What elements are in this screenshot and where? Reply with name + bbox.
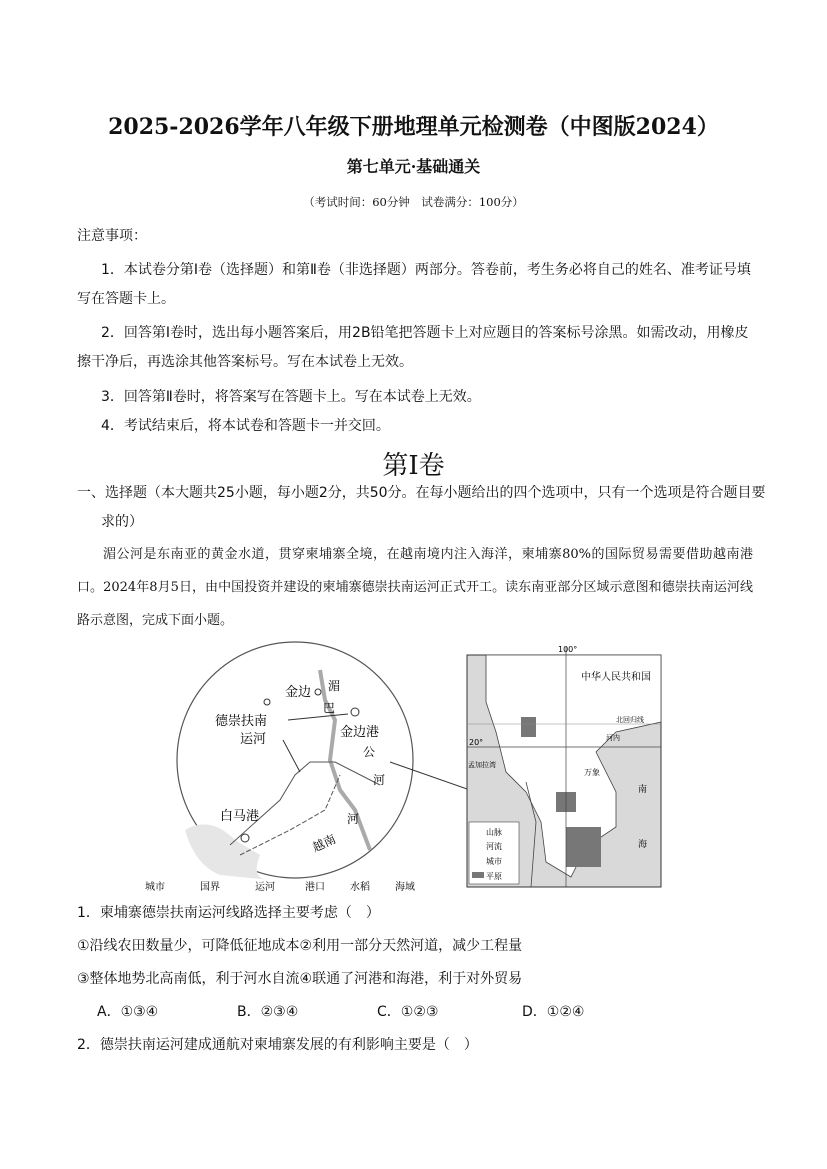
label-hanoi: 河内: [606, 734, 620, 742]
canal-route-map: [140, 640, 470, 900]
legend-item: 山脉: [486, 828, 502, 837]
label-jinbian: 金边: [285, 685, 312, 700]
label-baima-port: 白马港: [220, 809, 260, 824]
label-latitude: 20°: [469, 738, 484, 747]
label: 南: [638, 785, 648, 795]
label: 巴: [323, 701, 336, 715]
label-china: 中华人民共和国: [581, 672, 651, 683]
notice-item: 2．回答第Ⅰ卷时，选出每小题答案后，用2B铅笔把答题卡上对应题目的答案标号涂黑。如需改动，用橡皮擦干净后，再选涂其他答案标号。写在本试卷上无效。: [77, 325, 749, 370]
notice-item: 1．本试卷分第Ⅰ卷（选择题）和第Ⅱ卷（非选择题）两部分。答卷前，考生务必将自己的姓名、准考证号填写在答题卡上。: [77, 262, 751, 307]
label-bengal-bay: 孟加拉湾: [468, 761, 496, 769]
label-tropic: 北回归线: [616, 716, 644, 724]
option-b[interactable]: B．②③④: [237, 1004, 299, 1020]
legend-item: 城市: [145, 882, 165, 893]
reading-passage: 湄公河是东南亚的黄金水道，贯穿柬埔寨全境，在越南境内注入海洋，柬埔寨80%的国际贸易需要借助越南港口。2024年8月5日，由中国投资并建设的柬埔寨德崇扶南运河正式开工。读东南亚部分区域示意图和德崇扶南运河线路示意图，完成下面小题。: [77, 547, 753, 628]
question-1-statement: ③整体地势北高南低，利于河水自流④联通了河港和海港，利于对外贸易: [77, 971, 523, 987]
option-c[interactable]: C．①②③: [377, 1004, 439, 1020]
notice-item: 3．回答第Ⅱ卷时，将答案写在答题卡上。写在本试卷上无效。: [101, 389, 481, 405]
legend-item: 河流: [486, 842, 502, 851]
label: 湄: [328, 679, 341, 693]
exam-info: （考试时间：60分钟 试卷满分：100分）: [303, 195, 524, 209]
label-canal: 运河: [240, 732, 267, 747]
legend-item: 城市: [486, 857, 502, 866]
label-vientiane: 万象: [584, 768, 600, 777]
question-1-stem: 1．柬埔寨德崇扶南运河线路选择主要考虑（ ）: [77, 905, 380, 921]
notice-heading: 注意事项：: [77, 228, 147, 244]
legend-item: 平原: [486, 872, 502, 881]
section-heading: 一、选择题（本大题共25小题，每小题2分，共50分。在每小题给出的四个选项中，只有一个选项是符合题目要求的）: [77, 485, 766, 530]
label: 海: [638, 840, 648, 850]
southeast-asia-map: [466, 642, 666, 890]
label-jinbian-port: 金边港: [340, 725, 380, 740]
legend-item: 港口: [305, 882, 325, 893]
label-canal: 德崇扶南: [215, 714, 268, 729]
label: 河: [347, 812, 360, 826]
option-d[interactable]: D．①②④: [522, 1004, 585, 1020]
document-title: 2025-2026学年八年级下册地理单元检测卷（中图版2024）: [108, 114, 719, 140]
legend-item: 海域: [395, 882, 415, 893]
notice-item: 4．考试结束后，将本试卷和答题卡一并交回。: [101, 418, 390, 434]
question-1-options: [97, 998, 773, 1027]
plain-area: [566, 827, 601, 867]
legend-item: 水稻: [350, 882, 370, 893]
label: 河: [373, 773, 386, 787]
document-subtitle: 第七单元·基础通关: [346, 157, 481, 176]
label-longitude: 100°: [558, 645, 578, 654]
question-1-statement: ①沿线农田数量少，可降低征地成本②利用一部分天然河道，减少工程量: [77, 938, 523, 954]
plain-area: [521, 717, 536, 737]
legend-item: 国界: [200, 882, 220, 893]
option-a[interactable]: A．①③④: [97, 1004, 159, 1020]
label: 公: [363, 745, 376, 759]
label-vietnam: 越南: [310, 831, 339, 855]
legend-item: 运河: [255, 882, 275, 893]
volume-title: 第Ⅰ卷: [382, 451, 445, 481]
question-2-stem: 2．德崇扶南运河建成通航对柬埔寨发展的有利影响主要是（ ）: [77, 1037, 478, 1053]
